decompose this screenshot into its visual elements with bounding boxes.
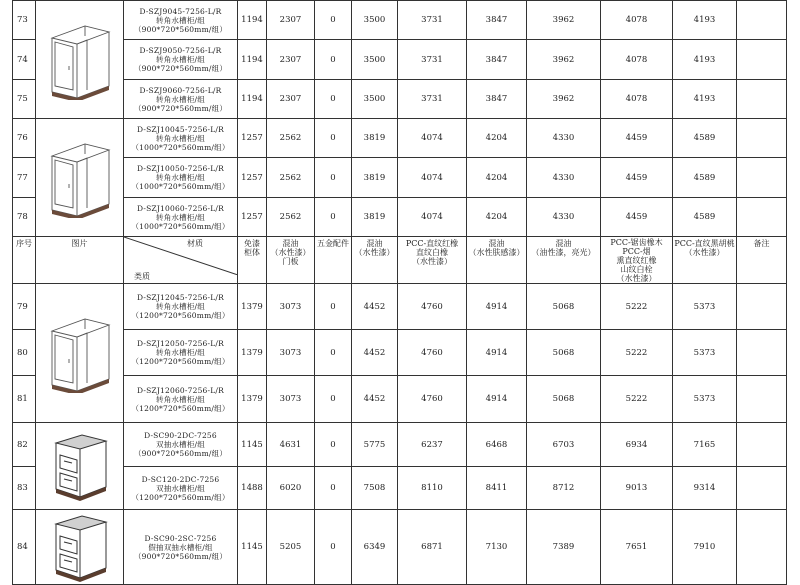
price-cell: 5373 xyxy=(673,284,737,330)
price-cell: 4193 xyxy=(673,1,737,40)
price-cell: 3073 xyxy=(267,284,315,330)
product-description xyxy=(124,376,238,423)
row-number: 84 xyxy=(13,510,36,585)
product-description xyxy=(124,80,238,119)
price-cell: 7651 xyxy=(601,510,673,585)
price-cell: 7910 xyxy=(673,510,737,585)
price-cell: 0 xyxy=(315,330,352,376)
price-cell: 0 xyxy=(315,119,352,158)
price-cell: 8411 xyxy=(467,467,527,510)
header-mixed-skin: 混油 （水性肤感漆） xyxy=(467,237,527,284)
product-model: D-SZJ10060-7256-L/R xyxy=(136,203,224,213)
header-seq: 序号 xyxy=(13,237,36,284)
table-row xyxy=(13,1,787,40)
price-cell: 7130 xyxy=(467,510,527,585)
note-cell xyxy=(737,158,787,198)
price-cell: 6703 xyxy=(527,423,601,467)
price-cell: 5222 xyxy=(601,330,673,376)
product-model: D-SZJ10045-7256-L/R xyxy=(136,124,224,134)
product-size: （900*720*560mm/组） xyxy=(133,551,228,561)
price-cell: 2307 xyxy=(267,40,315,80)
price-cell: 6468 xyxy=(467,423,527,467)
product-size: （1200*720*560mm/组） xyxy=(131,357,230,366)
header-mixed-oil: 混油 （水性漆） xyxy=(352,237,398,284)
price-cell: 8110 xyxy=(398,467,467,510)
price-table xyxy=(12,0,787,585)
product-description xyxy=(124,40,238,80)
price-cell: 9013 xyxy=(601,467,673,510)
price-cell: 4204 xyxy=(467,198,527,237)
double-drawer-sink-cabinet-icon xyxy=(50,429,110,503)
product-model: D-SC120-2DC-7256 xyxy=(141,474,220,484)
note-cell xyxy=(737,510,787,585)
price-cell: 1379 xyxy=(238,376,267,423)
note-cell xyxy=(737,467,787,510)
price-cell: 4914 xyxy=(467,376,527,423)
table-row xyxy=(13,80,787,119)
price-cell: 3500 xyxy=(352,40,398,80)
price-cell: 5373 xyxy=(673,376,737,423)
header-door: 混油 （水性漆） 门板 xyxy=(267,237,315,284)
header-note: 备注 xyxy=(737,237,787,284)
price-cell: 4452 xyxy=(352,376,398,423)
price-cell: 7165 xyxy=(673,423,737,467)
product-description xyxy=(124,423,238,467)
product-name: 假抽双抽水槽柜/组 xyxy=(148,542,213,552)
price-cell: 5068 xyxy=(527,330,601,376)
price-cell: 4074 xyxy=(398,158,467,198)
product-model: D-SC90-2DC-7256 xyxy=(144,431,217,440)
product-description xyxy=(124,330,238,376)
price-cell: 1194 xyxy=(238,1,267,40)
note-cell xyxy=(737,1,787,40)
header-hardware: 五金配件 xyxy=(315,237,352,284)
corner-sink-cabinet-icon xyxy=(47,20,113,100)
price-cell: 0 xyxy=(315,376,352,423)
price-cell: 3962 xyxy=(527,40,601,80)
product-description xyxy=(124,119,238,158)
product-name: 双抽水槽柜/组 xyxy=(156,483,205,493)
price-cell: 4914 xyxy=(467,330,527,376)
price-cell: 3847 xyxy=(467,40,527,80)
price-cell: 1145 xyxy=(238,423,267,467)
price-cell: 0 xyxy=(315,40,352,80)
price-cell: 3847 xyxy=(467,1,527,40)
product-image xyxy=(36,284,124,423)
product-size: （1000*720*560mm/组） xyxy=(131,142,230,152)
product-size: （1000*720*560mm/组） xyxy=(131,182,230,191)
price-cell: 7508 xyxy=(352,467,398,510)
product-description xyxy=(124,510,238,585)
header-pcc-saw: PCC-锯齿橡木 PCC-烟 熏直纹红橡 山纹白栓 （水性漆） xyxy=(601,237,673,284)
price-cell: 5373 xyxy=(673,330,737,376)
price-cell: 4914 xyxy=(467,284,527,330)
price-cell: 4452 xyxy=(352,284,398,330)
product-description xyxy=(124,198,238,237)
price-cell: 1379 xyxy=(238,284,267,330)
price-cell: 1257 xyxy=(238,119,267,158)
header-pcc-white: PCC-直纹红橡 直纹白橡 （水性漆） xyxy=(398,237,467,284)
price-cell: 1257 xyxy=(238,198,267,237)
table-row xyxy=(13,284,787,330)
price-cell: 3962 xyxy=(527,80,601,119)
price-cell: 4589 xyxy=(673,198,737,237)
price-cell: 4459 xyxy=(601,119,673,158)
table-row xyxy=(13,423,787,467)
price-cell: 3847 xyxy=(467,80,527,119)
product-size: （900*720*560mm/组） xyxy=(133,24,228,34)
table-row xyxy=(13,119,787,158)
product-size: （900*720*560mm/组） xyxy=(133,449,228,458)
price-cell: 4204 xyxy=(467,119,527,158)
row-number: 82 xyxy=(13,423,36,467)
price-cell: 6934 xyxy=(601,423,673,467)
double-drawer-sink-cabinet-icon xyxy=(50,510,110,584)
product-description xyxy=(124,467,238,510)
product-image xyxy=(36,510,124,585)
price-cell: 8712 xyxy=(527,467,601,510)
price-cell: 4193 xyxy=(673,40,737,80)
price-cell: 3731 xyxy=(398,40,467,80)
product-image xyxy=(36,423,124,510)
price-cell: 4452 xyxy=(352,330,398,376)
price-cell: 4330 xyxy=(527,119,601,158)
product-name: 转角水槽柜/组 xyxy=(156,133,205,143)
product-model: D-SZJ12050-7256-L/R xyxy=(136,339,224,348)
price-cell: 0 xyxy=(315,284,352,330)
header-category: 类质 xyxy=(134,272,150,281)
product-name: 转角水槽柜/组 xyxy=(156,302,205,311)
price-cell: 5068 xyxy=(527,376,601,423)
product-size: （1200*720*560mm/组） xyxy=(131,403,230,413)
note-cell xyxy=(737,330,787,376)
price-cell: 4631 xyxy=(267,423,315,467)
product-description xyxy=(124,1,238,40)
price-cell: 0 xyxy=(315,510,352,585)
price-cell: 5222 xyxy=(601,376,673,423)
row-number: 81 xyxy=(13,376,36,423)
price-cell: 5068 xyxy=(527,284,601,330)
product-image xyxy=(36,119,124,237)
product-image xyxy=(36,1,124,119)
price-cell: 4074 xyxy=(398,198,467,237)
price-cell: 2307 xyxy=(267,1,315,40)
product-name: 转角水槽柜/组 xyxy=(156,212,205,222)
price-cell: 5205 xyxy=(267,510,315,585)
price-cell: 4193 xyxy=(673,80,737,119)
price-cell: 4459 xyxy=(601,158,673,198)
row-number: 75 xyxy=(13,80,36,119)
price-cell: 4589 xyxy=(673,158,737,198)
price-cell: 1145 xyxy=(238,510,267,585)
note-cell xyxy=(737,423,787,467)
corner-sink-cabinet-icon xyxy=(47,313,113,393)
product-model: D-SZJ12060-7256-L/R xyxy=(136,385,224,395)
price-cell: 3819 xyxy=(352,158,398,198)
product-name: 转角水槽柜/组 xyxy=(156,173,205,182)
product-name: 转角水槽柜/组 xyxy=(156,55,205,64)
price-cell: 4760 xyxy=(398,284,467,330)
row-number: 80 xyxy=(13,330,36,376)
header-mianqi-cabinet: 免漆 柜体 xyxy=(238,237,267,284)
product-size: （900*720*560mm/组） xyxy=(133,64,228,73)
row-number: 73 xyxy=(13,1,36,40)
price-cell: 1194 xyxy=(238,80,267,119)
price-cell: 4330 xyxy=(527,158,601,198)
price-cell: 5775 xyxy=(352,423,398,467)
price-cell: 3500 xyxy=(352,1,398,40)
price-cell: 0 xyxy=(315,198,352,237)
price-cell: 0 xyxy=(315,467,352,510)
price-cell: 1257 xyxy=(238,158,267,198)
table-row xyxy=(13,40,787,80)
note-cell xyxy=(737,284,787,330)
product-name: 转角水槽柜/组 xyxy=(156,15,205,25)
price-cell: 3073 xyxy=(267,376,315,423)
price-cell: 4078 xyxy=(601,80,673,119)
product-name: 转角水槽柜/组 xyxy=(156,394,205,404)
product-size: （1000*720*560mm/组） xyxy=(131,221,230,231)
note-cell xyxy=(737,376,787,423)
row-number: 74 xyxy=(13,40,36,80)
header-pcc-walnut: PCC-直纹黑胡桃 （水性漆） xyxy=(673,237,737,284)
price-cell: 1194 xyxy=(238,40,267,80)
price-cell: 4459 xyxy=(601,198,673,237)
price-cell: 3731 xyxy=(398,80,467,119)
row-number: 83 xyxy=(13,467,36,510)
header-row xyxy=(13,237,787,284)
table-row xyxy=(13,510,787,585)
price-cell: 2562 xyxy=(267,119,315,158)
price-cell: 3819 xyxy=(352,198,398,237)
product-name: 转角水槽柜/组 xyxy=(156,94,205,104)
product-description xyxy=(124,158,238,198)
price-cell: 9314 xyxy=(673,467,737,510)
price-cell: 0 xyxy=(315,423,352,467)
table-row xyxy=(13,376,787,423)
note-cell xyxy=(737,40,787,80)
diagonal-line xyxy=(124,237,238,275)
price-cell: 2562 xyxy=(267,158,315,198)
price-cell: 4074 xyxy=(398,119,467,158)
price-cell: 3819 xyxy=(352,119,398,158)
price-cell: 4760 xyxy=(398,330,467,376)
price-cell: 1379 xyxy=(238,330,267,376)
header-mixed-gloss: 混油 （油性漆，亮光） xyxy=(527,237,601,284)
price-cell: 6871 xyxy=(398,510,467,585)
price-cell: 1488 xyxy=(238,467,267,510)
product-model: D-SZJ12045-7256-L/R xyxy=(136,293,224,302)
price-cell: 5222 xyxy=(601,284,673,330)
product-description xyxy=(124,284,238,330)
price-cell: 4078 xyxy=(601,40,673,80)
product-model: D-SZJ10050-7256-L/R xyxy=(136,164,224,173)
table-row xyxy=(13,198,787,237)
row-number: 79 xyxy=(13,284,36,330)
price-cell: 4760 xyxy=(398,376,467,423)
price-cell: 6349 xyxy=(352,510,398,585)
product-size: （1200*720*560mm/组） xyxy=(131,311,230,320)
price-cell: 3731 xyxy=(398,1,467,40)
row-number: 76 xyxy=(13,119,36,158)
price-cell: 2562 xyxy=(267,198,315,237)
header-image: 图片 xyxy=(36,237,124,284)
price-cell: 0 xyxy=(315,80,352,119)
product-size: （900*720*560mm/组） xyxy=(133,103,228,113)
product-model: D-SZJ9045-7256-L/R xyxy=(139,6,222,16)
product-model: D-SC90-2SC-7256 xyxy=(144,533,217,543)
price-cell: 3073 xyxy=(267,330,315,376)
header-material-category xyxy=(124,237,238,284)
row-number: 77 xyxy=(13,158,36,198)
note-cell xyxy=(737,80,787,119)
price-cell: 4330 xyxy=(527,198,601,237)
product-name: 双抽水槽柜/组 xyxy=(156,440,205,449)
price-cell: 0 xyxy=(315,1,352,40)
table-row xyxy=(13,158,787,198)
price-cell: 4204 xyxy=(467,158,527,198)
product-model: D-SZJ9060-7256-L/R xyxy=(139,85,222,95)
price-cell: 3500 xyxy=(352,80,398,119)
price-cell: 6237 xyxy=(398,423,467,467)
price-cell: 2307 xyxy=(267,80,315,119)
row-number: 78 xyxy=(13,198,36,237)
price-cell: 6020 xyxy=(267,467,315,510)
corner-sink-cabinet-icon xyxy=(47,138,113,218)
table-row xyxy=(13,330,787,376)
price-cell: 4078 xyxy=(601,1,673,40)
header-material: 材质 xyxy=(187,239,203,248)
note-cell xyxy=(737,198,787,237)
price-cell: 7389 xyxy=(527,510,601,585)
table-row xyxy=(13,467,787,510)
price-cell: 3962 xyxy=(527,1,601,40)
product-name: 转角水槽柜/组 xyxy=(156,348,205,357)
product-size: （1200*720*560mm/组） xyxy=(131,492,230,502)
note-cell xyxy=(737,119,787,158)
product-model: D-SZJ9050-7256-L/R xyxy=(139,46,222,55)
price-cell: 4589 xyxy=(673,119,737,158)
price-cell: 0 xyxy=(315,158,352,198)
